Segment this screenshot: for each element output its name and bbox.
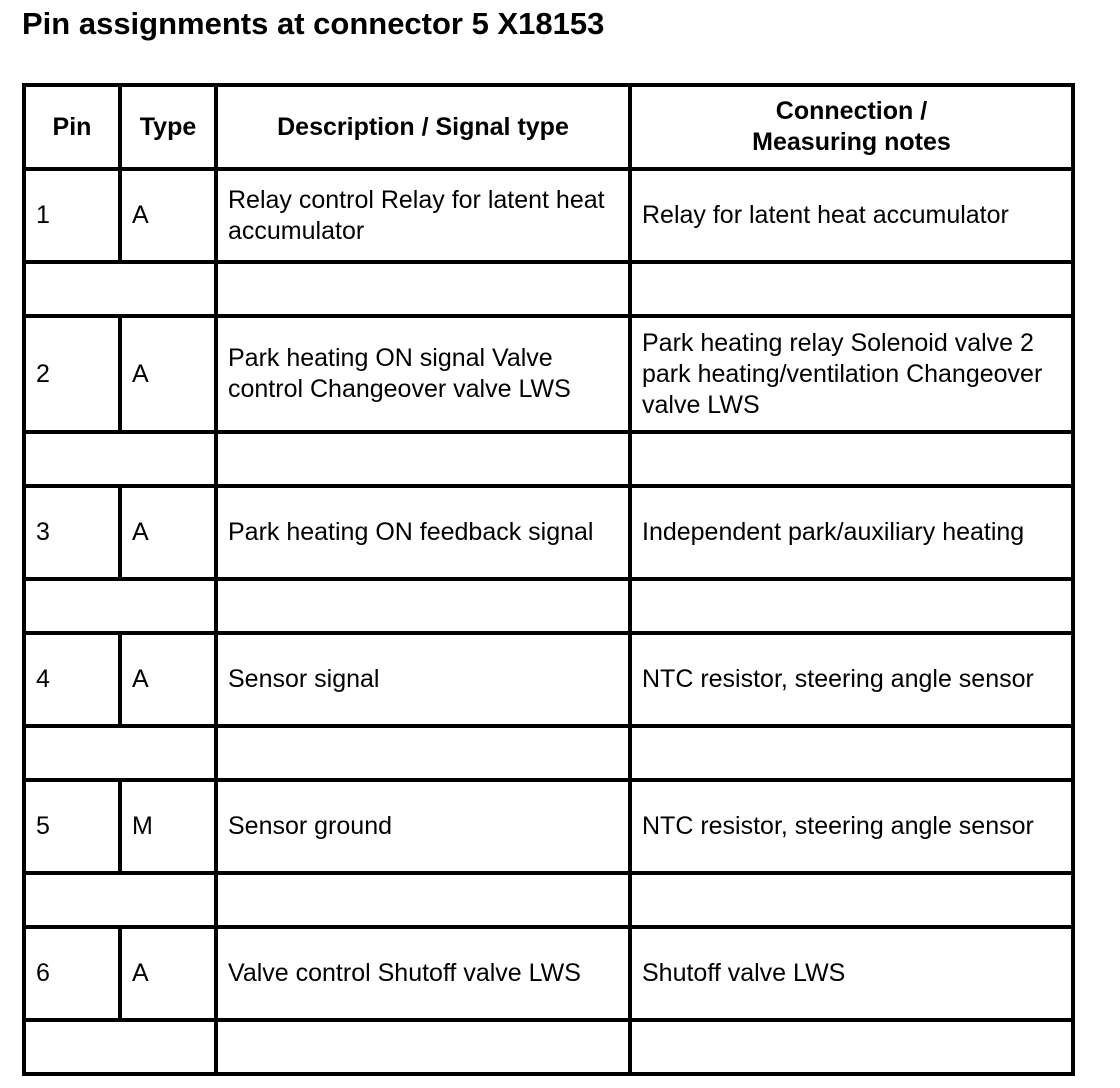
spacer-row <box>24 873 1073 927</box>
spacer-cell <box>630 579 1073 633</box>
spacer-row <box>24 432 1073 486</box>
cell-connection: Park heating relay Solenoid valve 2 park heating/ventilation Changeover valve LWS <box>630 316 1073 432</box>
cell-pin: 6 <box>24 927 120 1020</box>
header-description: Description / Signal type <box>216 85 630 169</box>
cell-description: Sensor ground <box>216 780 630 873</box>
spacer-cell <box>24 579 216 633</box>
cell-connection: NTC resistor, steering angle sensor <box>630 780 1073 873</box>
cell-connection: Shutoff valve LWS <box>630 927 1073 1020</box>
spacer-cell <box>216 579 630 633</box>
spacer-row <box>24 726 1073 780</box>
spacer-row <box>24 262 1073 316</box>
spacer-row <box>24 579 1073 633</box>
spacer-cell <box>24 262 216 316</box>
cell-connection: NTC resistor, steering angle sensor <box>630 633 1073 726</box>
cell-description: Sensor signal <box>216 633 630 726</box>
table-row <box>24 486 1073 579</box>
table-row <box>24 316 1073 432</box>
spacer-row <box>24 1020 1073 1074</box>
header-pin: Pin <box>24 85 120 169</box>
pin-assignment-table <box>22 83 1075 1076</box>
spacer-cell <box>24 432 216 486</box>
spacer-cell <box>24 873 216 927</box>
spacer-cell <box>630 873 1073 927</box>
cell-type: A <box>120 169 216 262</box>
cell-pin: 1 <box>24 169 120 262</box>
spacer-cell <box>216 432 630 486</box>
cell-type: M <box>120 780 216 873</box>
cell-type: A <box>120 927 216 1020</box>
table-row <box>24 780 1073 873</box>
spacer-cell <box>216 726 630 780</box>
cell-description: Park heating ON signal Valve control Changeover valve LWS <box>216 316 630 432</box>
spacer-cell <box>216 1020 630 1074</box>
cell-type: A <box>120 316 216 432</box>
spacer-cell <box>216 873 630 927</box>
header-row <box>24 85 1073 169</box>
spacer-cell <box>630 262 1073 316</box>
cell-description: Valve control Shutoff valve LWS <box>216 927 630 1020</box>
cell-connection: Independent park/auxiliary heating <box>630 486 1073 579</box>
spacer-cell <box>630 432 1073 486</box>
table-row <box>24 633 1073 726</box>
cell-pin: 3 <box>24 486 120 579</box>
cell-description: Relay control Relay for latent heat accumulator <box>216 169 630 262</box>
cell-connection: Relay for latent heat accumulator <box>630 169 1073 262</box>
header-type: Type <box>120 85 216 169</box>
table-row <box>24 169 1073 262</box>
cell-pin: 2 <box>24 316 120 432</box>
spacer-cell <box>630 726 1073 780</box>
cell-description: Park heating ON feedback signal <box>216 486 630 579</box>
spacer-cell <box>216 262 630 316</box>
spacer-cell <box>630 1020 1073 1074</box>
table-row <box>24 927 1073 1020</box>
spacer-cell <box>24 726 216 780</box>
page-title: Pin assignments at connector 5 X18153 <box>22 6 605 41</box>
cell-type: A <box>120 633 216 726</box>
spacer-cell <box>24 1020 216 1074</box>
header-connection: Connection / Measuring notes <box>630 85 1073 169</box>
cell-pin: 5 <box>24 780 120 873</box>
cell-type: A <box>120 486 216 579</box>
cell-pin: 4 <box>24 633 120 726</box>
